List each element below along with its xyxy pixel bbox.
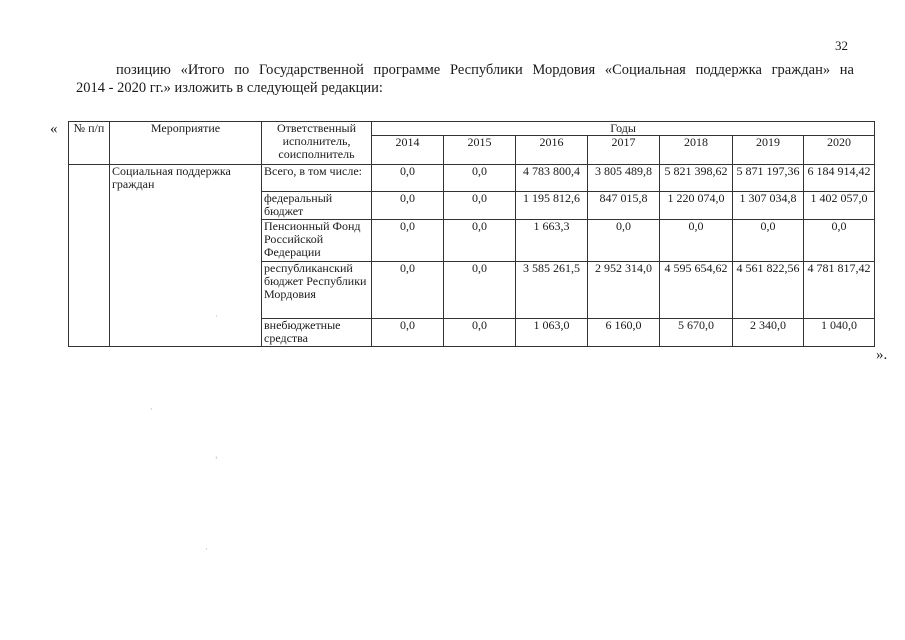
value-cell: 1 402 057,0 <box>804 192 875 220</box>
value-cell: 4 595 654,62 <box>660 262 733 319</box>
header-num: № п/п <box>69 122 110 165</box>
event-name-cell: Социальная поддержка граждан <box>110 165 262 347</box>
intro-paragraph <box>76 61 854 97</box>
header-year: 2014 <box>372 136 444 165</box>
value-cell: 4 561 822,56 <box>733 262 804 319</box>
header-year: 2017 <box>588 136 660 165</box>
value-cell: 0,0 <box>444 262 516 319</box>
opening-quote: « <box>50 121 58 137</box>
value-cell: 0,0 <box>444 192 516 220</box>
value-cell: 0,0 <box>372 262 444 319</box>
value-cell: 0,0 <box>733 220 804 262</box>
value-cell: 0,0 <box>804 220 875 262</box>
value-cell: 3 585 261,5 <box>516 262 588 319</box>
value-cell: 0,0 <box>444 165 516 192</box>
value-cell: 1 063,0 <box>516 319 588 347</box>
value-cell: 1 663,3 <box>516 220 588 262</box>
value-cell: 2 340,0 <box>733 319 804 347</box>
value-cell: 6 160,0 <box>588 319 660 347</box>
header-responsible: Ответственный исполнитель, соисполнитель <box>262 122 372 165</box>
value-cell: 0,0 <box>444 220 516 262</box>
value-cell: 6 184 914,42 <box>804 165 875 192</box>
value-cell: 4 783 800,4 <box>516 165 588 192</box>
intro-line-2: 2014 - 2020 гг.» изложить в следующей редакции: <box>76 80 383 96</box>
header-year: 2015 <box>444 136 516 165</box>
value-cell: 5 670,0 <box>660 319 733 347</box>
value-cell: 0,0 <box>372 319 444 347</box>
value-cell: 5 821 398,62 <box>660 165 733 192</box>
program-table <box>68 121 875 347</box>
scan-speck: · <box>150 405 153 414</box>
value-cell: 0,0 <box>660 220 733 262</box>
value-cell: 1 195 812,6 <box>516 192 588 220</box>
responsible-cell: республиканский бюджет Республики Мордовия <box>262 262 372 319</box>
value-cell: 5 871 197,36 <box>733 165 804 192</box>
header-year: 2020 <box>804 136 875 165</box>
value-cell: 3 805 489,8 <box>588 165 660 192</box>
header-year: 2016 <box>516 136 588 165</box>
header-years-group: Годы <box>372 122 875 136</box>
value-cell: 0,0 <box>372 165 444 192</box>
value-cell: 847 015,8 <box>588 192 660 220</box>
value-cell: 4 781 817,42 <box>804 262 875 319</box>
header-year: 2018 <box>660 136 733 165</box>
value-cell: 1 040,0 <box>804 319 875 347</box>
responsible-cell: федеральный бюджет <box>262 192 372 220</box>
num-cell <box>69 165 110 347</box>
value-cell: 0,0 <box>372 192 444 220</box>
closing-quote: ». <box>876 347 888 363</box>
scan-speck: ‘ <box>215 455 218 464</box>
responsible-cell: Пенсионный Фонд Российской Федерации <box>262 220 372 262</box>
scan-speck: · <box>205 545 208 554</box>
value-cell: 0,0 <box>444 319 516 347</box>
intro-line-1: позицию «Итого по Государственной программе Республики Мордовия «Социальная поддержка граждан» на <box>116 62 854 78</box>
responsible-cell: внебюджетные средства <box>262 319 372 347</box>
value-cell: 1 307 034,8 <box>733 192 804 220</box>
scan-speck: · <box>215 312 218 321</box>
value-cell: 2 952 314,0 <box>588 262 660 319</box>
table-row <box>69 165 875 192</box>
value-cell: 0,0 <box>588 220 660 262</box>
header-event: Мероприятие <box>110 122 262 165</box>
page-number: 32 <box>835 38 848 53</box>
value-cell: 0,0 <box>372 220 444 262</box>
value-cell: 1 220 074,0 <box>660 192 733 220</box>
header-year: 2019 <box>733 136 804 165</box>
responsible-cell: Всего, в том числе: <box>262 165 372 192</box>
